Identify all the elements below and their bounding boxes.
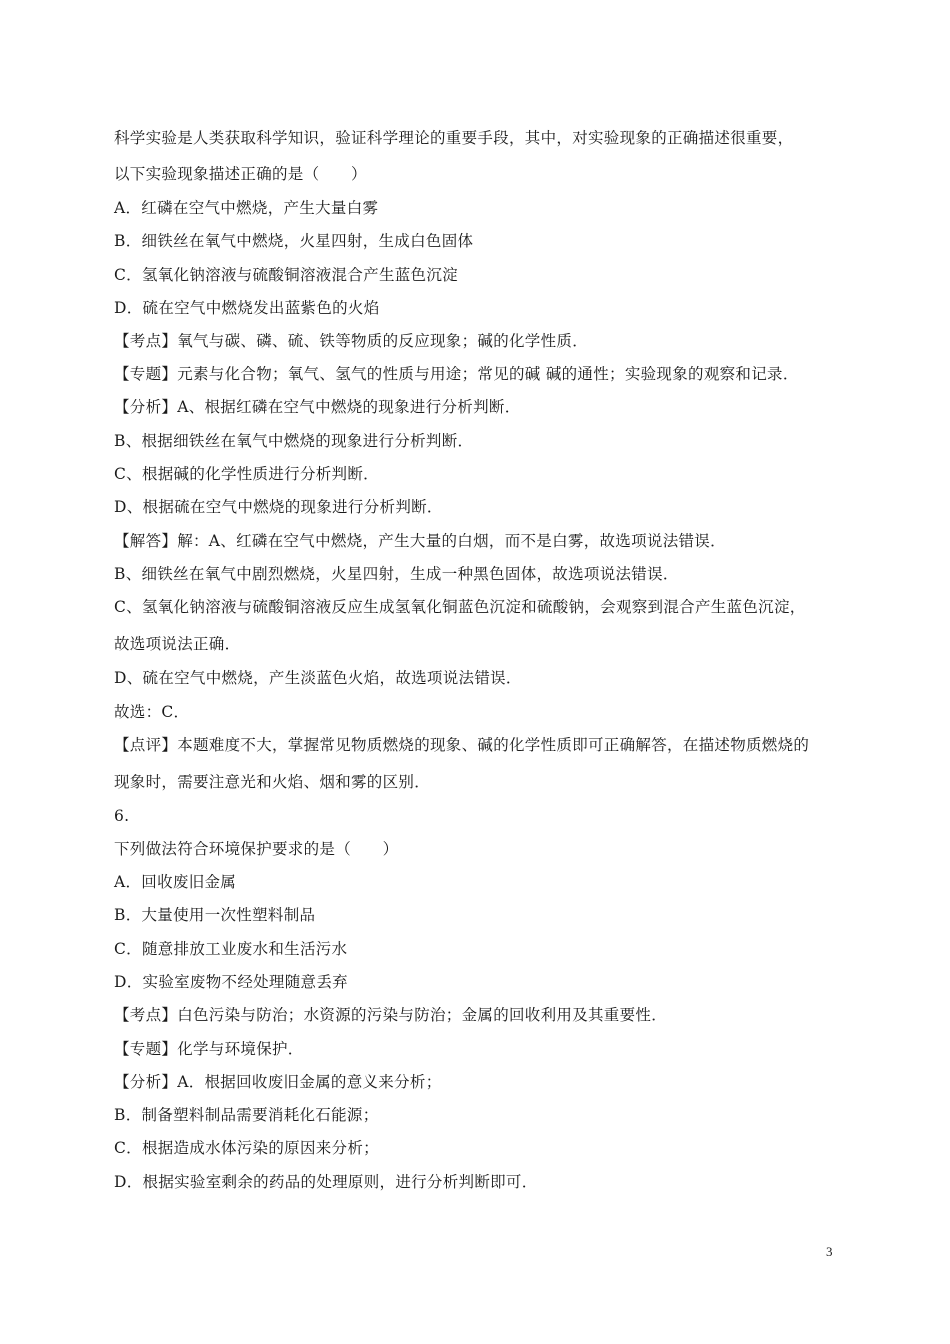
q6-option-b: B．大量使用一次性塑料制品: [114, 906, 316, 924]
q5-jieda-line1: 【解答】解：A、红磷在空气中燃烧，产生大量的白烟，而不是白雾，故选项说法错误．: [114, 532, 726, 550]
q5-option-b: B．细铁丝在氧气中燃烧，火星四射，生成白色固体: [114, 232, 474, 250]
q6-fenxi-line2: B．制备塑料制品需要消耗化石能源；: [114, 1106, 379, 1124]
q5-jieda-line2: B、细铁丝在氧气中剧烈燃烧，火星四射，生成一种黑色固体，故选项说法错误．: [114, 565, 679, 583]
q5-dianping-line2: 现象时，需要注意光和火焰、烟和雾的区别．: [114, 773, 431, 791]
q5-zhuanti: 【专题】元素与化合物；氧气、氢气的性质与用途；常见的碱 碱的通性；实验现象的观察和记录．: [114, 365, 799, 383]
q5-jieda-line5: D、硫在空气中燃烧，产生淡蓝色火焰，故选项说法错误．: [114, 669, 522, 687]
q5-option-a: A．红磷在空气中燃烧，产生大量白雾: [114, 199, 379, 217]
q5-fenxi-line1: 【分析】A、根据红磷在空气中燃烧的现象进行分析判断．: [114, 398, 521, 416]
q6-fenxi-line1: 【分析】A．根据回收废旧金属的意义来分析；: [114, 1073, 442, 1091]
q5-stem-line1: 科学实验是人类获取科学知识，验证科学理论的重要手段，其中，对实验现象的正确描述很重要，: [114, 129, 794, 147]
q5-option-c: C．氢氧化钠溶液与硫酸铜溶液混合产生蓝色沉淀: [114, 266, 458, 284]
q6-fenxi-line3: C．根据造成水体污染的原因来分析；: [114, 1139, 379, 1157]
q5-dianping-line1: 【点评】本题难度不大，掌握常见物质燃烧的现象、碱的化学性质即可正确解答，在描述物质燃烧的: [114, 736, 810, 754]
q5-fenxi-line2: B、根据细铁丝在氧气中燃烧的现象进行分析判断．: [114, 432, 474, 450]
page-number: 3: [826, 1244, 833, 1259]
q6-number: 6.: [114, 807, 130, 825]
q5-jieda-line4: 故选项说法正确．: [114, 635, 241, 653]
q5-kaodian: 【考点】氧气与碳、磷、硫、铁等物质的反应现象；碱的化学性质．: [114, 332, 589, 350]
q6-zhuanti: 【专题】化学与环境保护．: [114, 1040, 304, 1058]
q6-option-c: C．随意排放工业废水和生活污水: [114, 940, 348, 958]
q6-option-a: A．回收废旧金属: [114, 873, 237, 891]
q5-fenxi-line4: D、根据硫在空气中燃烧的现象进行分析判断．: [114, 498, 443, 516]
q5-answer: 故选：C．: [114, 703, 190, 721]
q6-option-d: D．实验室废物不经处理随意丢弃: [114, 973, 348, 991]
q5-option-d: D．硫在空气中燃烧发出蓝紫色的火焰: [114, 299, 380, 317]
q6-stem: 下列做法符合环境保护要求的是（ ）: [114, 840, 399, 858]
q5-stem-line2: 以下实验现象描述正确的是（ ）: [114, 165, 367, 183]
q5-jieda-line3: C、氢氧化钠溶液与硫酸铜溶液反应生成氢氧化铜蓝色沉淀和硫酸钠，会观察到混合产生蓝色沉淀，: [114, 598, 806, 616]
q5-fenxi-line3: C、根据碱的化学性质进行分析判断．: [114, 465, 379, 483]
q6-kaodian: 【考点】白色污染与防治；水资源的污染与防治；金属的回收利用及其重要性．: [114, 1006, 668, 1024]
q6-fenxi-line4: D．根据实验室剩余的药品的处理原则，进行分析判断即可．: [114, 1173, 538, 1191]
